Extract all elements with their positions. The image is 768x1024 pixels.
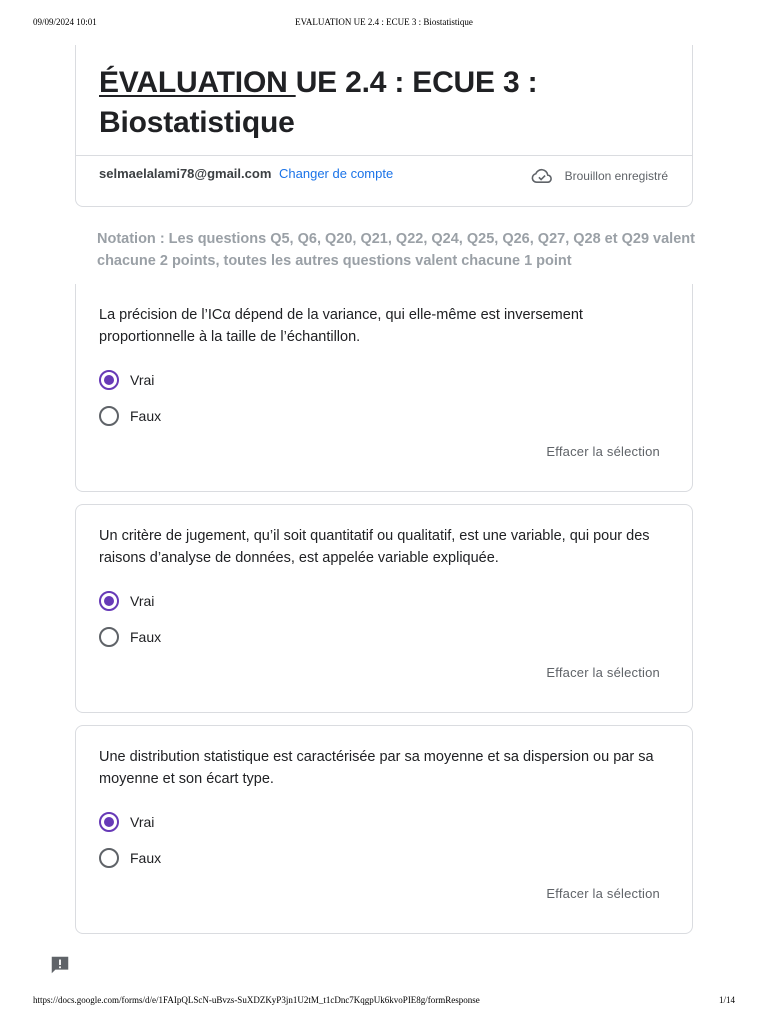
print-page-number: 1/14 [718, 995, 735, 1005]
radio-selected[interactable] [99, 370, 119, 390]
feedback-icon[interactable] [49, 954, 71, 981]
option-label: Faux [130, 629, 162, 645]
clear-selection-button[interactable]: Effacer la sélection [546, 886, 660, 901]
option-faux[interactable] [99, 406, 161, 426]
option-faux[interactable] [99, 627, 161, 647]
question-text: Un critère de jugement, qu’il soit quantitatif ou qualitatif, est une variable, qui pour des raisons d’analyse de données, est appelée variable expliquée. [99, 528, 650, 566]
form-title [99, 63, 659, 143]
option-label: Vrai [130, 372, 155, 388]
radio-unselected[interactable] [99, 406, 119, 426]
clear-selection-button[interactable]: Effacer la sélection [546, 665, 660, 680]
question-card [75, 504, 693, 713]
option-vrai[interactable] [99, 370, 154, 390]
option-label: Faux [130, 850, 162, 866]
radio-selected[interactable] [99, 591, 119, 611]
print-footer [0, 995, 768, 1009]
form-title-rest: UE 2.4 : ECUE 3 : Biostatistique [99, 66, 538, 139]
print-doc-title: EVALUATION UE 2.4 : ECUE 3 : Biostatistique [295, 17, 473, 27]
header-divider [76, 155, 692, 156]
option-label: Vrai [130, 814, 155, 830]
radio-unselected[interactable] [99, 627, 119, 647]
option-vrai[interactable] [99, 591, 154, 611]
option-faux[interactable] [99, 848, 161, 868]
print-url: https://docs.google.com/forms/d/e/1FAIpQLScN-uBvzs-SuXDZKyP3jn1U2tM_t1cDnc7KqgpUk6kvoPIE8g/formResponse [33, 995, 480, 1005]
question-card [75, 725, 693, 934]
clear-selection-button[interactable]: Effacer la sélection [546, 444, 660, 459]
draft-status-text: Brouillon enregistré [564, 169, 668, 183]
account-row [99, 166, 393, 181]
question-text: Une distribution statistique est caractérisée par sa moyenne et sa dispersion ou par sa moyenne et son écart type. [99, 749, 654, 787]
radio-selected[interactable] [99, 812, 119, 832]
option-label: Faux [130, 408, 162, 424]
notation-text: Notation : Les questions Q5, Q6, Q20, Q21, Q22, Q24, Q25, Q26, Q27, Q28 et Q29 valent chacune 2 points, toutes les autres questions valent chacune 1 point [97, 231, 695, 269]
print-header [0, 17, 768, 31]
option-vrai[interactable] [99, 812, 154, 832]
account-email: selmaelalami78@gmail.com [99, 166, 272, 181]
form-title-underlined: ÉVALUATION [99, 66, 296, 99]
option-label: Vrai [130, 593, 155, 609]
switch-account-link[interactable]: Changer de compte [279, 166, 394, 181]
draft-status [531, 168, 668, 184]
form-header-card [75, 45, 693, 207]
radio-unselected[interactable] [99, 848, 119, 868]
question-card [75, 284, 693, 492]
print-datetime: 09/09/2024 10:01 [33, 17, 97, 27]
question-text: La précision de l’ICα dépend de la variance, qui elle-même est inversement proportionnelle à la taille de l’échantillon. [99, 307, 583, 345]
cloud-saved-icon [531, 168, 553, 184]
